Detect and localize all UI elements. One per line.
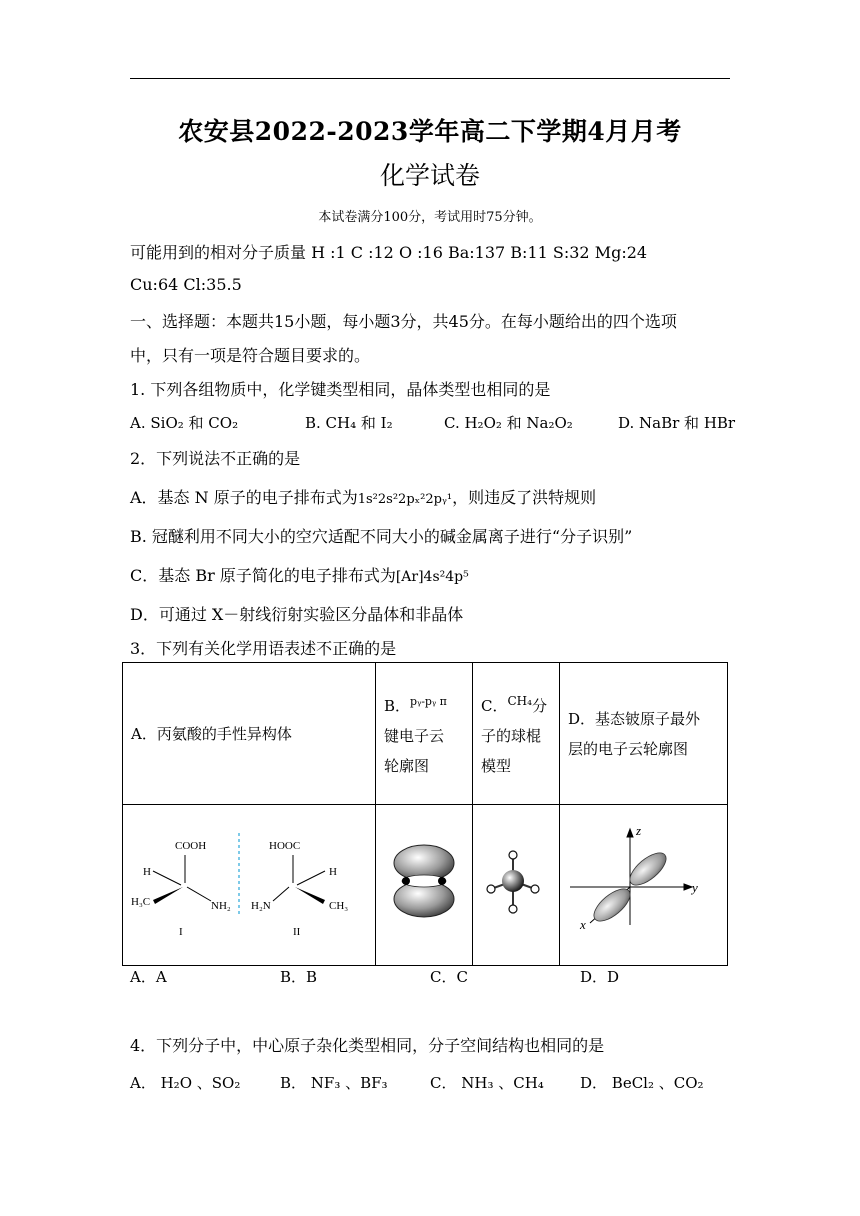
mol2-h: H	[329, 866, 337, 878]
section-heading-line-2: 中，只有一项是符合题目要求的。	[130, 346, 371, 365]
mol1-h3c: H₃C	[131, 896, 151, 908]
axis-y-label: y	[692, 880, 698, 895]
q3-cell-c-line3: 模型	[481, 757, 512, 775]
q3-cell-c	[473, 663, 560, 805]
q1-stem: 1. 下列各组物质中，化学键类型相同，晶体类型也相同的是	[130, 380, 551, 399]
q3-cell-b	[376, 663, 473, 805]
q2-option-b: B. 冠醚利用不同大小的空穴适配不同大小的碱金属离子进行“分子识别”	[130, 527, 633, 546]
q3-figure-b	[376, 805, 473, 966]
q2-option-a-formula: 1s²2s²2pₓ²2pᵧ¹	[357, 492, 453, 507]
axis-z-label: z	[636, 823, 642, 838]
q3-cell-d	[560, 663, 728, 805]
q3-figure-d	[560, 805, 728, 966]
q4-option-b: B． NF₃ 、BF₃	[280, 1074, 388, 1092]
q3-answer-d: D．D	[580, 968, 620, 986]
q3-cell-b-formula: pᵧ-pᵧ π	[410, 694, 447, 708]
q3-cell-d-line2: 层的电子云轮廓图	[568, 739, 689, 758]
q2-option-a	[130, 485, 596, 508]
q2-option-a-post: ，则违反了洪特规则	[452, 488, 597, 507]
q1-option-c: C. H₂O₂ 和 Na₂O₂	[444, 414, 573, 432]
q2-option-c-formula: [Ar]4s²4p⁵	[395, 569, 469, 585]
exam-title: 农安县2022-2023学年高二下学期4月月考	[178, 117, 682, 146]
q4-stem: 4．下列分子中，中心原子杂化类型相同，分子空间结构也相同的是	[130, 1036, 605, 1055]
q3-cell-c-line2: 子的球棍	[481, 727, 542, 745]
q3-cell-b-line2: 键电子云	[384, 726, 445, 745]
exam-note: 本试卷满分100分，考试用时75分钟。	[318, 210, 542, 225]
q4-option-c: C． NH₃ 、CH₄	[430, 1074, 544, 1092]
mol1-h: H	[143, 866, 151, 878]
pi-bond-cloud-figure	[376, 805, 472, 955]
q1-option-d: D. NaBr 和 HBr	[618, 414, 736, 432]
ch4-ball-stick-figure	[473, 805, 559, 955]
mol2-label: II	[293, 926, 301, 938]
exam-subtitle: 化学试卷	[379, 161, 480, 190]
mol1-nh2: NH₂	[211, 900, 231, 912]
q2-stem: 2．下列说法不正确的是	[130, 449, 301, 468]
q2-option-d: D．可通过 X－射线衍射实验区分晶体和非晶体	[130, 605, 464, 624]
q2-option-c	[130, 563, 469, 586]
axis-x-label: x	[580, 917, 586, 932]
q3-cell-b-line3: 轮廓图	[384, 756, 430, 775]
q3-cell-c-formula: CH₄	[507, 694, 532, 708]
q3-figure-c	[473, 805, 560, 966]
masses-line-1: 可能用到的相对分子质量 H :1 C :12 O :16 Ba:137 B:11 S:32 Mg:24	[130, 243, 648, 262]
mol2-hooc: HOOC	[269, 840, 301, 852]
q3-answer-a: A．A	[130, 968, 167, 986]
q3-answer-b: B．B	[280, 968, 318, 986]
mol1-cooh: COOH	[175, 840, 207, 852]
q1-option-a: A. SiO₂ 和 CO₂	[130, 414, 239, 432]
q1-option-b: B. CH₄ 和 I₂	[305, 414, 393, 432]
q3-answer-c: C．C	[430, 968, 468, 986]
q3-cell-c-prefix: C．	[481, 697, 508, 715]
q3-figure-a	[123, 805, 376, 966]
alanine-enantiomers-figure	[123, 805, 375, 955]
q4-option-d: D． BeCl₂ 、CO₂	[580, 1074, 704, 1092]
q3-cell-d-line1: D．基态铍原子最外	[568, 709, 701, 728]
mol2-h2n: H₂N	[251, 900, 271, 912]
section-heading-line-1: 一、选择题：本题共15小题，每小题3分，共45分。在每小题给出的四个选项	[130, 312, 677, 331]
masses-line-2: Cu:64 Cl:35.5	[130, 275, 242, 294]
q4-option-a: A． H₂O 、SO₂	[130, 1074, 241, 1092]
q3-cell-c-tail: 分	[531, 697, 547, 715]
q2-option-c-pre: C．基态 Br 原子简化的电子排布式为	[130, 566, 396, 585]
mol1-label: I	[179, 926, 183, 938]
top-rule	[130, 78, 730, 79]
q3-stem: 3．下列有关化学用语表述不正确的是	[130, 639, 397, 658]
q3-table	[122, 662, 728, 966]
mol2-ch3: CH₃	[329, 900, 349, 912]
q3-cell-b-prefix: B．	[384, 696, 411, 715]
be-orbital-figure	[560, 805, 727, 955]
q2-option-a-pre: A．基态 N 原子的电子排布式为	[130, 488, 358, 507]
q3-cell-a	[123, 663, 376, 805]
q3-cell-a-text: A．丙氨酸的手性异构体	[131, 724, 292, 743]
